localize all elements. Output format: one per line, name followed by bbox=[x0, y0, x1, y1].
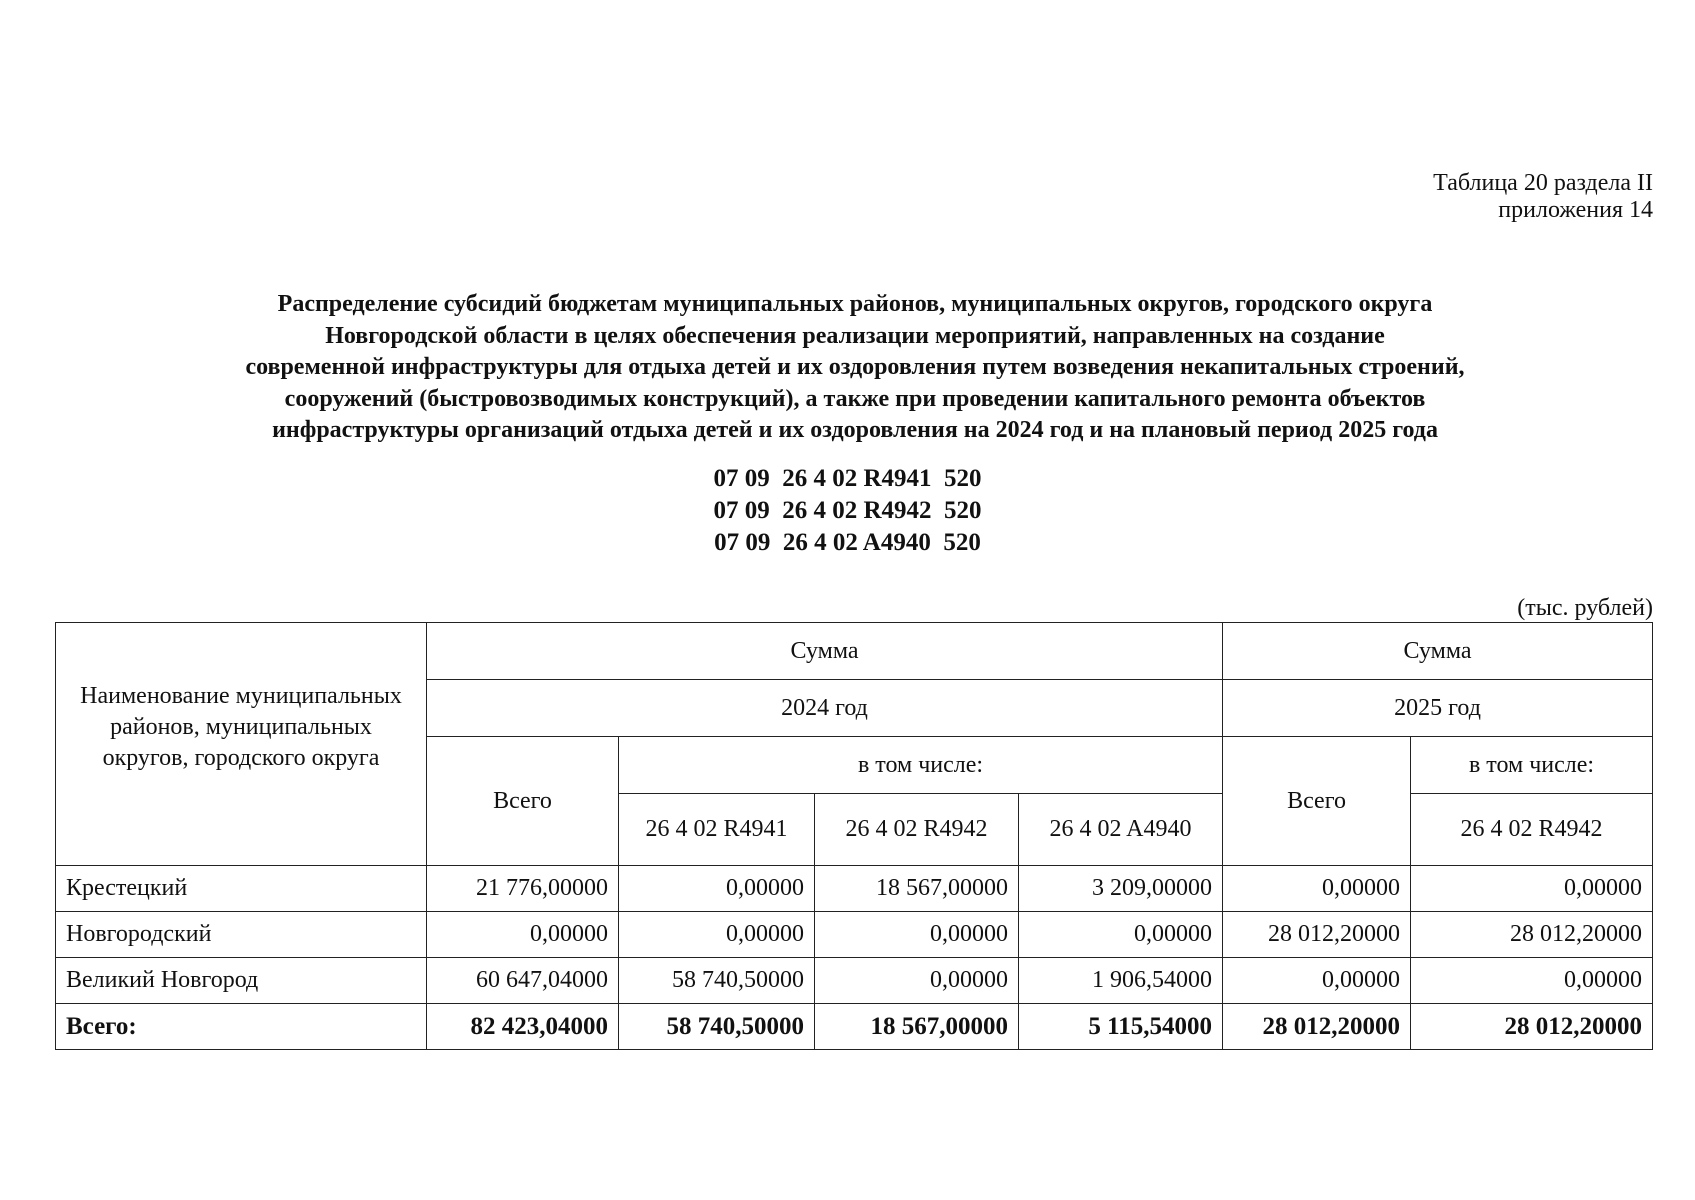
total-total-2025: 28 012,20000 bbox=[1223, 1004, 1411, 1050]
document-title bbox=[60, 289, 1650, 447]
cell-r4941-2024: 58 740,50000 bbox=[619, 958, 815, 1004]
total-a4940-2024: 5 115,54000 bbox=[1019, 1004, 1223, 1050]
budget-code: 07 09 26 4 02 R4941 520 bbox=[713, 465, 982, 492]
row-name: Великий Новгород bbox=[56, 958, 427, 1004]
appendix-line-2: приложения 14 bbox=[1498, 197, 1653, 223]
budget-code: 07 09 26 4 02 R4942 520 bbox=[713, 497, 982, 524]
table-row bbox=[56, 958, 1653, 1004]
header-sum-2024: Сумма bbox=[427, 623, 1223, 680]
budget-codes bbox=[0, 463, 1695, 559]
total-r4942-2025: 28 012,20000 bbox=[1411, 1004, 1653, 1050]
budget-code: 07 09 26 4 02 A4940 520 bbox=[714, 529, 981, 556]
title-line: современной инфраструктуры для отдыха детей и их оздоровления путем возведения некапитальных строений, bbox=[245, 354, 1465, 380]
cell-r4942-2025: 0,00000 bbox=[1411, 958, 1653, 1004]
subsidy-table bbox=[55, 622, 1653, 1050]
cell-total-2025: 0,00000 bbox=[1223, 958, 1411, 1004]
cell-r4942-2024: 18 567,00000 bbox=[815, 866, 1019, 912]
cell-r4941-2024: 0,00000 bbox=[619, 866, 815, 912]
cell-total-2025: 28 012,20000 bbox=[1223, 912, 1411, 958]
cell-a4940-2024: 1 906,54000 bbox=[1019, 958, 1223, 1004]
header-code-r4942-2025: 26 4 02 R4942 bbox=[1411, 794, 1653, 866]
cell-total-2024: 0,00000 bbox=[427, 912, 619, 958]
cell-a4940-2024: 3 209,00000 bbox=[1019, 866, 1223, 912]
title-line: сооружений (быстровозводимых конструкций), а также при проведении капитального ремонта объектов bbox=[284, 385, 1426, 412]
header-year-2025: 2025 год bbox=[1223, 680, 1653, 737]
cell-r4942-2024: 0,00000 bbox=[815, 912, 1019, 958]
appendix-reference bbox=[1433, 170, 1653, 224]
total-label: Всего: bbox=[56, 1004, 427, 1050]
cell-r4942-2025: 28 012,20000 bbox=[1411, 912, 1653, 958]
row-name: Крестецкий bbox=[56, 866, 427, 912]
header-total-2024: Всего bbox=[427, 737, 619, 866]
title-line: инфраструктуры организаций отдыха детей и их оздоровления на 2024 год и на плановый период 2025 года bbox=[272, 417, 1438, 443]
cell-r4941-2024: 0,00000 bbox=[619, 912, 815, 958]
title-line: Новгородской области в целях обеспечения реализации мероприятий, направленных на создание bbox=[325, 322, 1385, 349]
header-row-sum bbox=[56, 623, 1653, 680]
header-code-r4942-2024: 26 4 02 R4942 bbox=[815, 794, 1019, 866]
total-total-2024: 82 423,04000 bbox=[427, 1004, 619, 1050]
total-r4941-2024: 58 740,50000 bbox=[619, 1004, 815, 1050]
cell-a4940-2024: 0,00000 bbox=[1019, 912, 1223, 958]
cell-total-2024: 21 776,00000 bbox=[427, 866, 619, 912]
header-sum-2025: Сумма bbox=[1223, 623, 1653, 680]
cell-total-2024: 60 647,04000 bbox=[427, 958, 619, 1004]
table-row bbox=[56, 912, 1653, 958]
cell-r4942-2025: 0,00000 bbox=[1411, 866, 1653, 912]
header-year-2024: 2024 год bbox=[427, 680, 1223, 737]
table-row bbox=[56, 866, 1653, 912]
header-code-r4941-2024: 26 4 02 R4941 bbox=[619, 794, 815, 866]
cell-total-2025: 0,00000 bbox=[1223, 866, 1411, 912]
header-including-2024: в том числе: bbox=[619, 737, 1223, 794]
unit-label: (тыс. рублей) bbox=[1517, 595, 1653, 621]
total-r4942-2024: 18 567,00000 bbox=[815, 1004, 1019, 1050]
title-line: Распределение субсидий бюджетам муниципальных районов, муниципальных округов, городского округа bbox=[277, 291, 1433, 317]
total-row bbox=[56, 1004, 1653, 1050]
header-including-2025: в том числе: bbox=[1411, 737, 1653, 794]
header-total-2025: Всего bbox=[1223, 737, 1411, 866]
cell-r4942-2024: 0,00000 bbox=[815, 958, 1019, 1004]
header-name-column: Наименование муниципальных районов, муниципальных округов, городского округа bbox=[56, 623, 427, 866]
row-name: Новгородский bbox=[56, 912, 427, 958]
appendix-line-1: Таблица 20 раздела II bbox=[1433, 170, 1653, 196]
header-code-a4940-2024: 26 4 02 A4940 bbox=[1019, 794, 1223, 866]
